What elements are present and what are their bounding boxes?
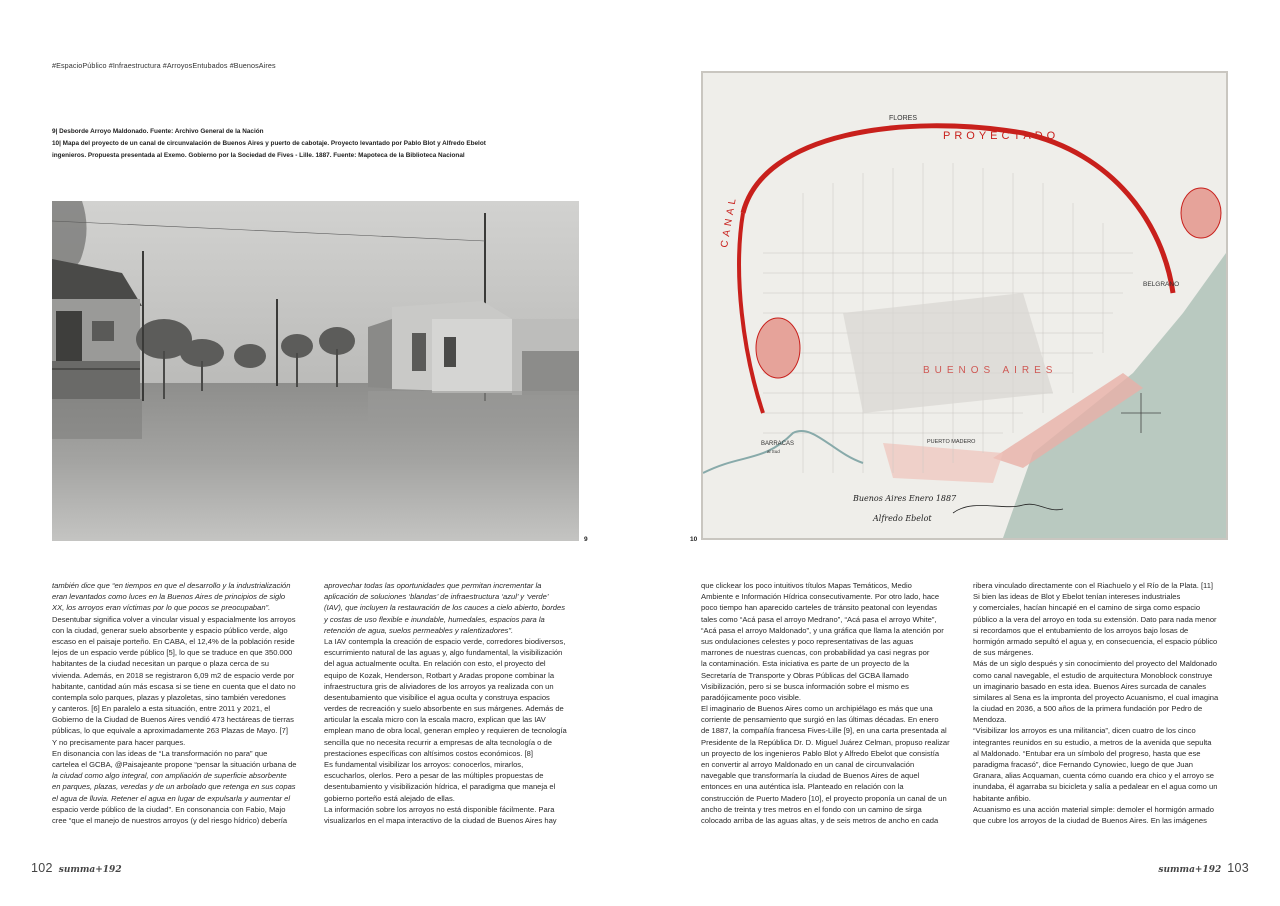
page-number-left: 102 [31,861,53,875]
text-line: que cubre los arroyos de la ciudad de Buenos Aires. En las imágenes [973,815,1207,825]
text-column-2 [324,580,586,826]
text-line: habitante, cantidad aún más escasa si se tiene en cuenta que el dato no [52,681,296,691]
map-signature-name: Alfredo Ebelot [873,514,932,523]
text-line: escaso en el paisaje porteño. En CABA, el 12,4% de la población reside [52,636,295,646]
text-line: Presidente de la República Dr. D. Miguel Juárez Celman, propuso realizar [701,737,950,747]
text-line: escucharlos, olerlos. Pero a pesar de las múltiples propuestas de [324,771,544,781]
text-line: integrantes reunidos en su estudio, a metros de la avenida que sepulta [973,737,1212,747]
map-label-puerto-madero: PUERTO MADERO [927,439,976,445]
text-line: entonces en una auténtica isla. Planteado en relación con la [701,782,904,792]
text-line: y costas de uso flexible e inundable, humedales, espacios para la [324,614,545,624]
text-line: paradigma fracasó”, dice Fernando Cynowiec, luego de que Juan [973,760,1193,769]
text-line: como canal navegable, el estudio de arquitectura Monoblock construye [973,670,1213,680]
magazine-name-left: summa+192 [58,865,122,875]
text-line: La información sobre los arroyos no está disponible fácilmente. Para [324,804,555,814]
text-line: corriente de pensamiento que surgió en las últimas décadas. En enero [701,715,939,725]
text-line: desentubamiento y visibilización hídrica, el paradigma que maneja el [324,782,556,792]
map-label-belgrano: BELGRANO [1143,281,1180,288]
text-column-3 [701,580,963,826]
text-line: el agua de lluvia. Retener el agua en lugar de expulsarla y aumentar el [52,793,291,803]
text-column-4 [973,580,1235,826]
folio-right [1158,861,1249,875]
text-line: infraestructura gris de aliviadores de los arroyos ya realizada con un [324,681,554,691]
text-line: prestaciones específicas con altísimos costos económicos. [8] [324,748,533,758]
text-line: Desentubar significa volver a vincular visual y espacialmente los arroyos [52,614,296,624]
map-label-barracas-sub: al Sud [767,449,780,454]
text-line: Y no precisamente para hacer parques. [52,737,186,747]
map-label-barracas: BARRACAS [761,441,795,447]
text-line: navegable que transformaría la ciudad de Buenos Aires de aquel [701,771,920,781]
text-line: En disonancia con las ideas de “La transformación no para” que [52,748,268,758]
text-line: “Acá pasa el arroyo Maldonado”, y una gráfica que llama la atención por [701,625,944,635]
text-line: retención de agua, suelos permeables y ralentizadores”. [324,625,514,635]
text-line: XX, los arroyos eran víctimas por lo que pocos se preocupaban”. [52,603,271,613]
text-line: verdes de recreación y suelo absorbente en sus márgenes. Además de [324,704,564,714]
text-line: marrones de nuestras cuencas, con probabilidad ya casi negras por [701,648,930,658]
map-label-proyectado: PROYECTADO [943,130,1060,142]
text-line: en parques, plazas, veredas y de un arbolado que retenga en sus copas [52,782,296,792]
text-line: habitantes de la ciudad necesitan un parque o plaza cerca de su [52,659,269,669]
text-line: inundaba, él agarraba su bicicleta y salía a pedalear en el agua como un [973,782,1218,792]
text-line: público a la vera del arroyo en toda su extensión. Dato para nada menor [973,614,1217,624]
text-line: Es fundamental visibilizar los arroyos: conocerlos, mirarlos, [324,760,524,769]
text-line: un proyecto de los ingenieros Pablo Blot y Alfredo Ebelot que consistía [701,748,940,758]
text-line: escurrimiento natural de las aguas y, algo fundamental, la visibilización [324,648,563,658]
text-line: del agua actualmente oculta. En relación con esto, el proyecto del [324,659,546,669]
text-line: Mendoza. [973,715,1007,725]
flood-photo [52,201,579,541]
text-line: eran levantados como luces en la Buenos Aires de principios de siglo [52,592,286,602]
text-line: también dice que “en tiempos en que el desarrollo y la industrialización [52,581,291,590]
text-line: contempla solo parques, plazas y plazoletas, sino también veredones [52,692,286,702]
text-line: Visibilización, pero si se busca información sobre el mismo es [701,681,909,691]
text-line: y comerciales, hacían hincapié en el camino de sirga como espacio [973,603,1201,613]
text-line: un imaginario basado en esta idea. Buenos Aires surcada de canales [973,681,1207,691]
folio-left [31,861,122,875]
text-line: colocado arriba de las aguas altas, y de seis metros de ancho en cada [701,815,939,825]
text-line: cartelea el GCBA, @Paisajeante propone “pensar la situación urbana de [52,760,297,769]
text-line: lejos de un espacio verde público [5], lo que se traduce en que 350.000 [52,648,293,658]
text-line: Acuanismo es una acción material simple: demoler el hormigón armado [973,804,1215,814]
page-number-right: 103 [1227,861,1249,875]
text-line: en convertir al arroyo Maldonado en un canal de circunvalación [701,760,915,769]
text-line: (IAV), que incluyen la restauración de los cauces a cielo abierto, bordes [324,603,566,613]
text-line: aprovechar todas las oportunidades que permitan incrementar la [324,581,542,590]
text-line: construcción de Puerto Madero [10], el proyecto proponía un canal de un [701,793,947,803]
text-line: Gobierno de la Ciudad de Buenos Aires vendió 473 hectáreas de tierras [52,715,294,725]
text-line: habitante anfibio. [973,793,1031,803]
text-line: con la ciudad, generar suelo absorbente y espacio público verde, algo [52,625,288,635]
text-line: y canteros. [6] En paralelo a esta situación, entre 2011 y 2021, el [52,704,271,714]
text-line: la ciudad como algo integral, con ampliación de superficie absorbente [52,771,287,781]
text-line: Granara, alias Acquaman, cuenta cómo cuando era chico y el arroyo se [973,771,1215,781]
text-line: Secretaría de Transporte y Obras Públicas del GCBA llamado [701,670,909,680]
magazine-name-right: summa+192 [1158,865,1222,875]
caption-9: 9| Desborde Arroyo Maldonado. Fuente: Archivo General de la Nación [52,128,264,135]
text-line: similares al Sena es la impronta del proyecto Acuanismo, el cual imagina [973,692,1219,702]
map-label-canal: CANAL [719,194,740,249]
text-line: vivienda. Además, en 2018 se registraron 6,09 m2 de espacio verde por [52,670,295,680]
text-line: sencilla que no necesita recurrir a empresas de alta tecnología o de [324,737,552,747]
text-line: “Visibilizar los arroyos es una militancia”, dicen cuatro de los cinco [973,726,1196,736]
text-line: sus ondulaciones celestes y poco representativas de las aguas [701,636,914,646]
text-column-1 [52,580,314,826]
caption-10-line1: 10| Mapa del proyecto de un canal de circunvalación de Buenos Aires y puerto de cabotaje. Proyecto levantado por Pablo Blot y Alfredo Ebelot [52,140,486,148]
text-line: aplicación de soluciones ‘blandas’ de infraestructura ‘azul’ y ‘verde’ [324,592,549,602]
text-line: ancho de treinta y tres metros en el fondo con un camino de sirga [701,804,922,814]
text-line: desentubamiento que visibilice el agua oculta y construya espacios [324,692,550,702]
figure-number-10: 10 [690,536,698,543]
text-line: poco tiempo han aparecido carteles de tránsito peatonal con leyendas [701,603,937,613]
text-line: espacio verde público de la ciudad”. En consonancia con Fabio, Majo [52,804,286,814]
text-line: La IAV contempla la creación de espacio verde, corredores biodiversos, [324,636,566,646]
text-line: ribera vinculado directamente con el Riachuelo y el Río de la Plata. [11] [973,581,1214,590]
text-line: la contaminación. Esta iniciativa es parte de un proyecto de la [701,659,910,669]
text-line: visualizarlos en el mapa interactivo de la ciudad de Buenos Aires hay [324,815,557,825]
map-label-flores: FLORES [889,115,918,122]
text-line: que clickear los poco intuitivos títulos Mapas Temáticos, Medio [701,581,912,590]
text-line: Ambiente e Información Hídrica consecutivamente. Por otro lado, hace [701,592,940,602]
text-line: públicas, lo que equivale a aproximadamente 263 Plazas de Mayo. [7] [52,726,288,736]
text-line: si recordamos que el entubamiento de los arroyos bajo losas de [973,625,1189,635]
text-line: Más de un siglo después y sin conocimiento del proyecto del Maldonado [973,659,1217,669]
text-line: la ciudad en 2036, a 500 años de la primera fundación por Pedro de [973,704,1203,714]
hashtags: #EspacioPúblico #Infraestructura #ArroyosEntubados #BuenosAires [52,61,276,70]
text-line: Si bien las ideas de Blot y Ebelot tenían intereses industriales [973,592,1181,602]
map-label-buenos-aires: BUENOS AIRES [923,365,1058,376]
text-line: El imaginario de Buenos Aires como un archipiélago es más que una [701,704,933,714]
text-line: emplean mano de obra local, generan empleo y requieren de tecnología [324,726,567,736]
text-line: paradójicamente poco visible. [701,692,802,702]
text-line: equipo de Kozak, Henderson, Rotbart y Aradas propone combinar la [324,670,555,680]
text-line: hormigón armado sepultó el agua y, en consecuencia, el espacio público [973,636,1218,646]
text-line: de sus márgenes. [973,648,1034,658]
caption-10-line2: ingenieros. Propuesta presentada al Exemo. Gobierno por la Sociedad de Fives - Lille. 1887. Fuente: Mapoteca de la Biblioteca Nacional [52,152,465,160]
text-line: de 1887, la compañía francesa Fives-Lille [9], en una carta presentada al [701,726,947,736]
text-line: cree “que el manejo de nuestros arroyos (y del riesgo hídrico) debería [52,815,288,825]
figure-captions [52,126,582,163]
text-line: articular la escala micro con la escala macro, explican que las IAV [324,715,546,725]
text-line: tales como “Acá pasa el arroyo Medrano”, “Acá pasa el arroyo White”, [701,614,937,624]
text-line: al Maldonado. “Entubar era un símbolo del progreso, hasta que ese [973,748,1201,758]
figure-number-9: 9 [584,536,588,543]
map-signature-date: Buenos Aires Enero 1887 [853,494,957,503]
historic-map [701,71,1228,540]
text-line: gobierno porteño está alejado de ellas. [324,793,455,803]
